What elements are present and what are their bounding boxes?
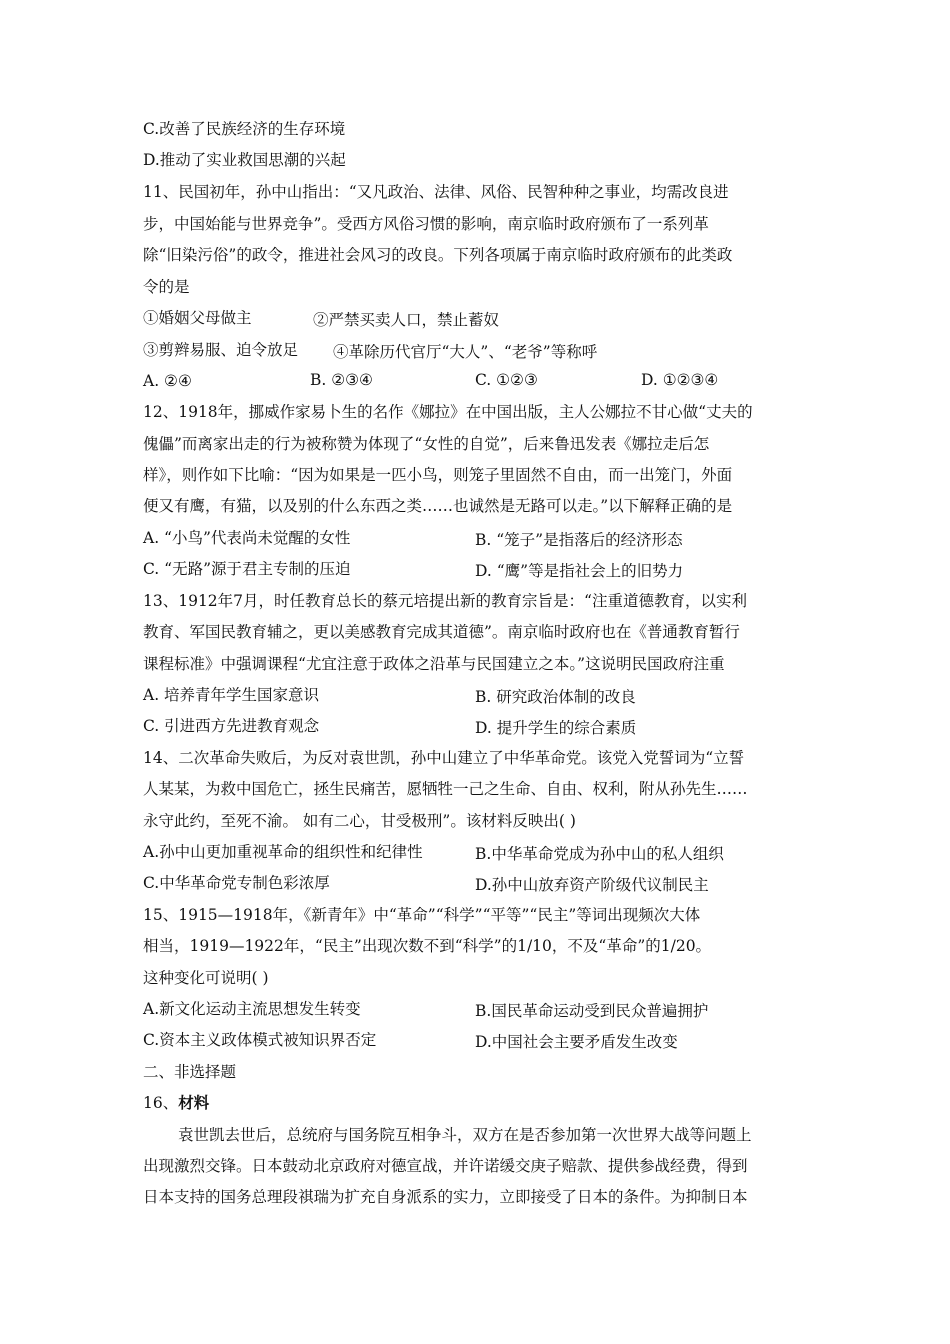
q11-item-2: ②严禁买卖人口，禁止蓄奴 xyxy=(313,311,500,329)
q13-stem-line1: 13、1912年7月，时任教育总长的蔡元培提出新的教育宗旨是：“注重道德教育，以实利 xyxy=(143,592,747,610)
q12-option-d: D. “鹰”等是指社会上的旧势力 xyxy=(475,562,684,580)
q13-option-d: D. 提升学生的综合素质 xyxy=(475,719,637,737)
q12-option-c: C. “无路”源于君主专制的压迫 xyxy=(143,560,351,578)
q12-stem-line1: 12、1918年，挪威作家易卜生的名作《娜拉》在中国出版，主人公娜拉不甘心做“丈夫的 xyxy=(143,403,753,421)
q16-material-line3: 日本支持的国务总理段祺瑞为扩充自身派系的实力，立即接受了日本的条件。为抑制日本 xyxy=(143,1188,748,1206)
q12-option-a: A. “小鸟”代表尚未觉醒的女性 xyxy=(143,529,351,547)
q12-stem-line2: 傀儡”而离家出走的行为被称赞为体现了“女性的自觉”，后来鲁迅发表《娜拉走后怎 xyxy=(143,435,710,453)
q11-option-c: C. ①②③ xyxy=(475,371,538,389)
q16-material-line1: 袁世凯去世后，总统府与国务院互相争斗，双方在是否参加第一次世界大战等问题上 xyxy=(178,1126,752,1144)
q13-stem-line3: 课程标准》中强调课程“尤宜注意于政体之沿革与民国建立之本。”这说明民国政府注重 xyxy=(143,655,725,673)
q14-stem-line1: 14、二次革命失败后，为反对袁世凯，孙中山建立了中华革命党。该党入党誓词为“立誓 xyxy=(143,749,745,767)
q16-heading xyxy=(143,1093,209,1113)
q11-option-b: B. ②③④ xyxy=(310,371,373,389)
q12-stem-line3: 样》，则作如下比喻：“因为如果是一匹小鸟，则笼子里固然不自由，而一出笼门，外面 xyxy=(143,466,733,484)
q15-option-b: B.国民革命运动受到民众普遍拥护 xyxy=(475,1002,709,1020)
q11-option-a: A. ②④ xyxy=(143,372,192,390)
section-heading: 二、非选择题 xyxy=(143,1063,237,1081)
q16-number: 16、 xyxy=(143,1094,179,1112)
q13-option-a: A. 培养青年学生国家意识 xyxy=(143,686,320,704)
q10-option-c: C.改善了民族经济的生存环境 xyxy=(143,120,346,138)
q11-item-1: ①婚姻父母做主 xyxy=(143,309,252,327)
q14-stem-line3: 永守此约，至死不渝。 如有二心，甘受极刑”。该材料反映出( ) xyxy=(143,812,576,830)
q16-material-label: 材料 xyxy=(178,1093,210,1112)
q14-option-d: D.孙中山放弃资产阶级代议制民主 xyxy=(475,876,709,894)
q15-stem-line1: 15、1915—1918年，《新青年》中“革命”“科学”“平等”“民主”等词出现频次大体 xyxy=(143,906,701,924)
q12-option-b: B. “笼子”是指落后的经济形态 xyxy=(475,531,683,549)
q15-stem-line2: 相当，1919—1922年，“民主”出现次数不到“科学”的1/10，不及“革命”的1/20。 xyxy=(143,937,712,955)
q13-stem-line2: 教育、军国民教育辅之，更以美感教育完成其道德”。南京临时政府也在《普通教育暂行 xyxy=(143,623,740,641)
q11-stem-line2: 步，中国始能与世界竞争”。受西方风俗习惯的影响，南京临时政府颁布了一系列革 xyxy=(143,215,709,233)
q11-item-4: ④革除历代官厅“大人”、“老爷”等称呼 xyxy=(333,343,598,361)
q11-stem-line4: 令的是 xyxy=(143,278,190,296)
q11-stem-line3: 除“旧染污俗”的政令，推进社会风习的改良。下列各项属于南京临时政府颁布的此类政 xyxy=(143,246,733,264)
q13-option-b: B. 研究政治体制的改良 xyxy=(475,688,636,706)
q15-option-c: C.资本主义政体模式被知识界否定 xyxy=(143,1031,377,1049)
q15-option-a: A.新文化运动主流思想发生转变 xyxy=(143,1000,361,1018)
q13-option-c: C. 引进西方先进教育观念 xyxy=(143,717,320,735)
q15-option-d: D.中国社会主要矛盾发生改变 xyxy=(475,1033,678,1051)
q10-option-d: D.推动了实业救国思潮的兴起 xyxy=(143,151,346,169)
q11-stem-line1: 11、民国初年，孙中山指出：“又凡政治、法律、风俗、民智种种之事业，均需改良进 xyxy=(143,183,729,201)
q14-option-a: A.孙中山更加重视革命的组织性和纪律性 xyxy=(143,843,423,861)
q14-stem-line2: 人某某，为救中国危亡，拯生民痛苦，愿牺牲一己之生命、自由、权利，附从孙先生…… xyxy=(143,780,748,798)
q14-option-b: B.中华革命党成为孙中山的私人组织 xyxy=(475,845,724,863)
q11-option-d: D. ①②③④ xyxy=(641,371,719,389)
q15-stem-line3: 这种变化可说明( ) xyxy=(143,969,269,987)
q11-item-3: ③剪辫易服、迫令放足 xyxy=(143,341,299,359)
q16-material-line2: 出现激烈交锋。日本鼓动北京政府对德宣战，并许诺缓交庚子赔款、提供参战经费，得到 xyxy=(143,1157,748,1175)
q12-stem-line4: 便又有鹰，有猫，以及别的什么东西之类……也诚然是无路可以走。”以下解释正确的是 xyxy=(143,497,733,515)
q14-option-c: C.中华革命党专制色彩浓厚 xyxy=(143,874,330,892)
